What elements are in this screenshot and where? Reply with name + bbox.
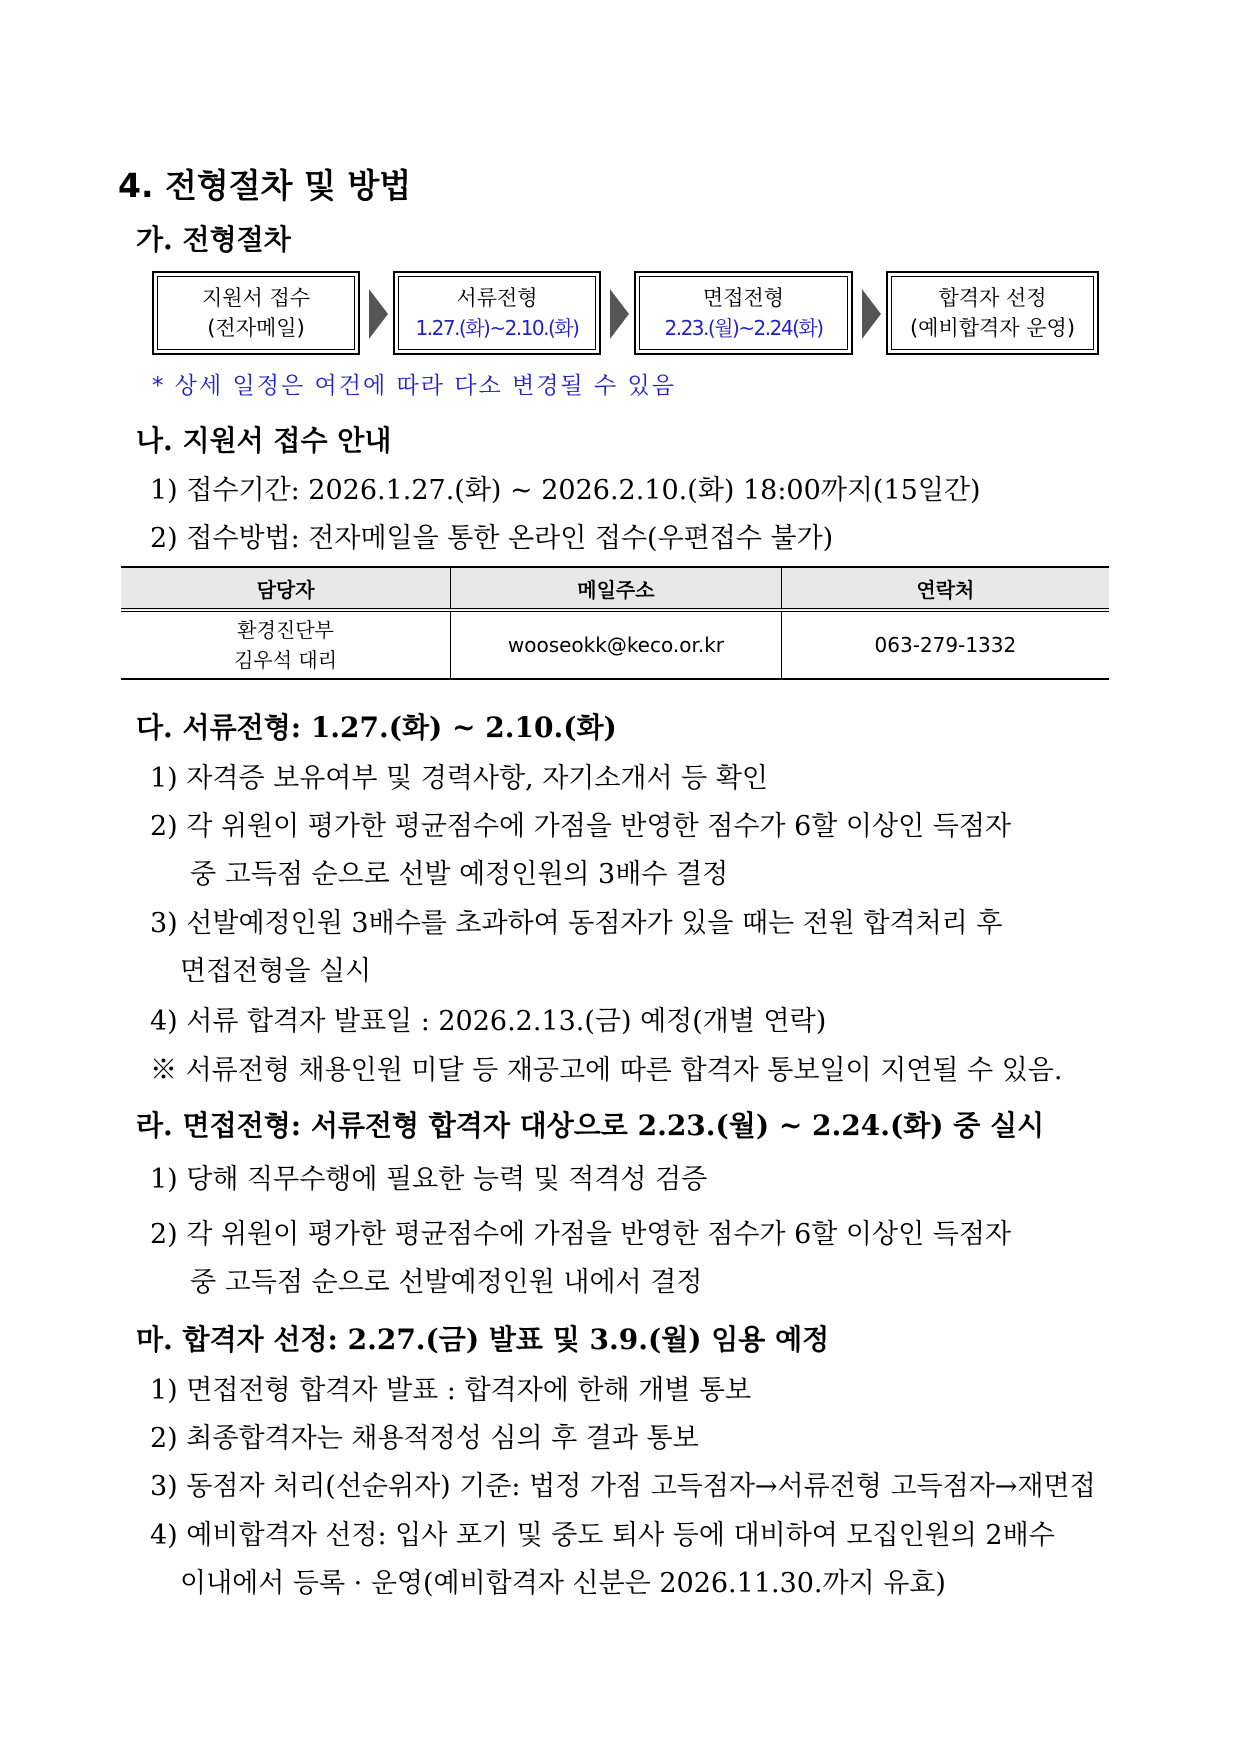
list-item: 3) 선발예정인원 3배수를 초과하여 동점자가 있을 때는 전원 합격처리 후 (150, 908, 1003, 939)
flow-step-document-screening (393, 271, 601, 355)
flow-step-label: 서류전형 (456, 286, 538, 310)
subsection-title-e: 마. 합격자 선정: 2.27.(금) 발표 및 3.9.(월) 임용 예정 (136, 1323, 830, 1356)
flow-step-interview (634, 271, 853, 355)
table-header: 연락처 (781, 567, 1109, 610)
flow-step-date: 1.27.(화)~2.10.(화) (415, 316, 579, 340)
flow-arrow-icon (610, 289, 629, 339)
contact-person-cell (121, 610, 451, 679)
flow-step-label: 지원서 접수 (201, 286, 311, 310)
list-item: 4) 서류 합격자 발표일 : 2026.2.13.(금) 예정(개별 연락) (150, 1006, 827, 1037)
email-cell: wooseokk@keco.or.kr (451, 610, 782, 679)
subsection-title-d: 라. 면접전형: 서류전형 합격자 대상으로 2.23.(월) ~ 2.24.(화) 중 실시 (136, 1109, 1045, 1142)
subsection-title-c: 다. 서류전형: 1.27.(화) ~ 2.10.(화) (136, 711, 617, 744)
list-item: 2) 각 위원이 평가한 평균점수에 가점을 반영한 점수가 6할 이상인 득점자 (150, 811, 1012, 842)
list-item-continuation: 중 고득점 순으로 선발예정인원 내에서 결정 (190, 1267, 703, 1298)
subsection-title-b: 나. 지원서 접수 안내 (136, 424, 392, 457)
contact-table (121, 566, 1109, 680)
contact-department: 환경진단부 (237, 618, 334, 642)
list-item: 4) 예비합격자 선정: 입사 포기 및 중도 퇴사 등에 대비하여 모집인원의 2배수 (150, 1520, 1055, 1551)
remark: ※ 서류전형 채용인원 미달 등 재공고에 따른 합격자 통보일이 지연될 수 있음. (150, 1055, 1063, 1086)
flow-step-label: 합격자 선정 (938, 286, 1047, 310)
list-item-continuation: 중 고득점 순으로 선발 예정인원의 3배수 결정 (190, 859, 729, 890)
flow-step-sub: (예비합격자 운영) (909, 316, 1076, 340)
list-item: 1) 접수기간: 2026.1.27.(화) ~ 2026.2.10.(화) 18:00까지(15일간) (150, 475, 981, 506)
list-item: 2) 최종합격자는 채용적정성 심의 후 결과 통보 (150, 1423, 699, 1454)
flow-arrow-icon (369, 289, 388, 339)
flow-step-date: 2.23.(월)~2.24(화) (664, 316, 823, 340)
flow-step-selection (886, 271, 1099, 355)
table-header: 담당자 (121, 567, 451, 610)
flow-arrow-icon (862, 289, 881, 339)
phone-cell: 063-279-1332 (781, 610, 1109, 679)
schedule-note: * 상세 일정은 여건에 따라 다소 변경될 수 있음 (152, 373, 676, 399)
table-row (121, 610, 1109, 679)
list-item: 1) 당해 직무수행에 필요한 능력 및 적격성 검증 (150, 1164, 708, 1195)
table-header: 메일주소 (451, 567, 782, 610)
contact-name: 김우석 대리 (234, 648, 338, 672)
list-item-continuation: 이내에서 등록 · 운영(예비합격자 신분은 2026.11.30.까지 유효) (180, 1568, 946, 1599)
list-item: 2) 각 위원이 평가한 평균점수에 가점을 반영한 점수가 6할 이상인 득점자 (150, 1219, 1012, 1250)
list-item-continuation: 면접전형을 실시 (180, 956, 372, 987)
flow-step-sub: (전자메일) (207, 316, 305, 340)
list-item: 1) 면접전형 합격자 발표 : 합격자에 한해 개별 통보 (150, 1375, 752, 1406)
subsection-title-a: 가. 전형절차 (136, 223, 291, 256)
list-item: 1) 자격증 보유여부 및 경력사항, 자기소개서 등 확인 (150, 763, 769, 794)
flow-step-application (152, 271, 360, 355)
list-item: 2) 접수방법: 전자메일을 통한 온라인 접수(우편접수 불가) (150, 523, 834, 554)
section-title: 4. 전형절차 및 방법 (118, 166, 412, 205)
flow-step-label: 면접전형 (702, 286, 785, 310)
list-item: 3) 동점자 처리(선순위자) 기준: 법정 가점 고득점자→서류전형 고득점자→재면접 (150, 1471, 1096, 1502)
